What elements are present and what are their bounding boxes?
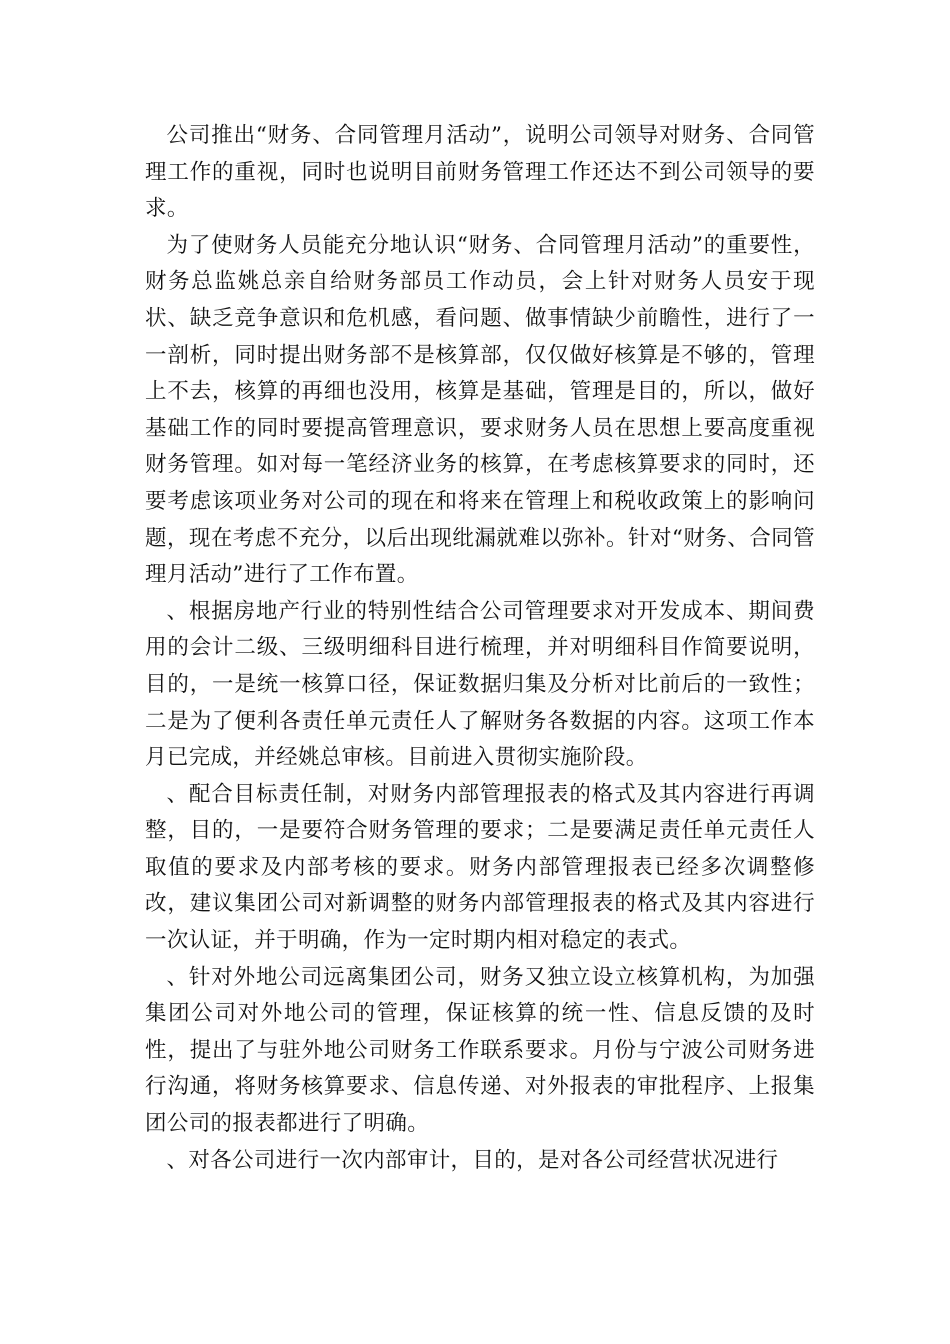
paragraph-intro: 公司推出“财务、合同管理月活动”，说明公司领导对财务、合同管理工作的重视，同时也说明目前财务管理工作还达不到公司领导的要求。 <box>145 123 815 222</box>
paragraph-item-audit: 、对各公司进行一次内部审计，目的，是对各公司经营状况进行 <box>166 1147 779 1173</box>
paragraph-mobilization: 为了使财务人员能充分地认识“财务、合同管理月活动”的重要性，财务总监姚总亲自给财务部员工作动员，会上针对财务人员安于现状、缺乏竞争意识和危机感，看问题、做事情缺少前瞻性，进行了一一剖析，同时提出财务部不是核算部，仅仅做好核算是不够的，管理上不去，核算的再细也没用，核算是基础，管理是目的，所以，做好基础工作的同时要提高管理意识，要求财务人员在思想上要高度重视财务管理。如对每一笔经济业务的核算，在考虑核算要求的同时，还要考虑该项业务对公司的现在和将来在管理上和税收政策上的影响问题，现在考虑不充分，以后出现纰漏就难以弥补。针对“财务、合同管理月活动”进行了工作布置。 <box>145 232 815 588</box>
paragraph-item-branch: 、针对外地公司远离集团公司，财务又独立设立核算机构，为加强集团公司对外地公司的管理，保证核算的统一性、信息反馈的及时性，提出了与驻外地公司财务工作联系要求。月份与宁波公司财务进行沟通，将财务核算要求、信息传递、对外报表的审批程序、上报集团公司的报表都进行了明确。 <box>145 964 815 1137</box>
document-page <box>145 118 815 1179</box>
paragraph-item-reports: 、配合目标责任制，对财务内部管理报表的格式及其内容进行再调整，目的，一是要符合财务管理的要求；二是要满足责任单元责任人取值的要求及内部考核的要求。财务内部管理报表已经多次调整修改，建议集团公司对新调整的财务内部管理报表的格式及其内容进行一次认证，并于明确，作为一定时期内相对稳定的表式。 <box>145 781 815 954</box>
paragraph-item-accounts: 、根据房地产行业的特别性结合公司管理要求对开发成本、期间费用的会计二级、三级明细科目进行梳理，并对明细科目作简要说明，目的，一是统一核算口径，保证数据归集及分析对比前后的一致性；二是为了便利各责任单元责任人了解财务各数据的内容。这项工作本月已完成，并经姚总审核。目前进入贯彻实施阶段。 <box>145 598 815 771</box>
